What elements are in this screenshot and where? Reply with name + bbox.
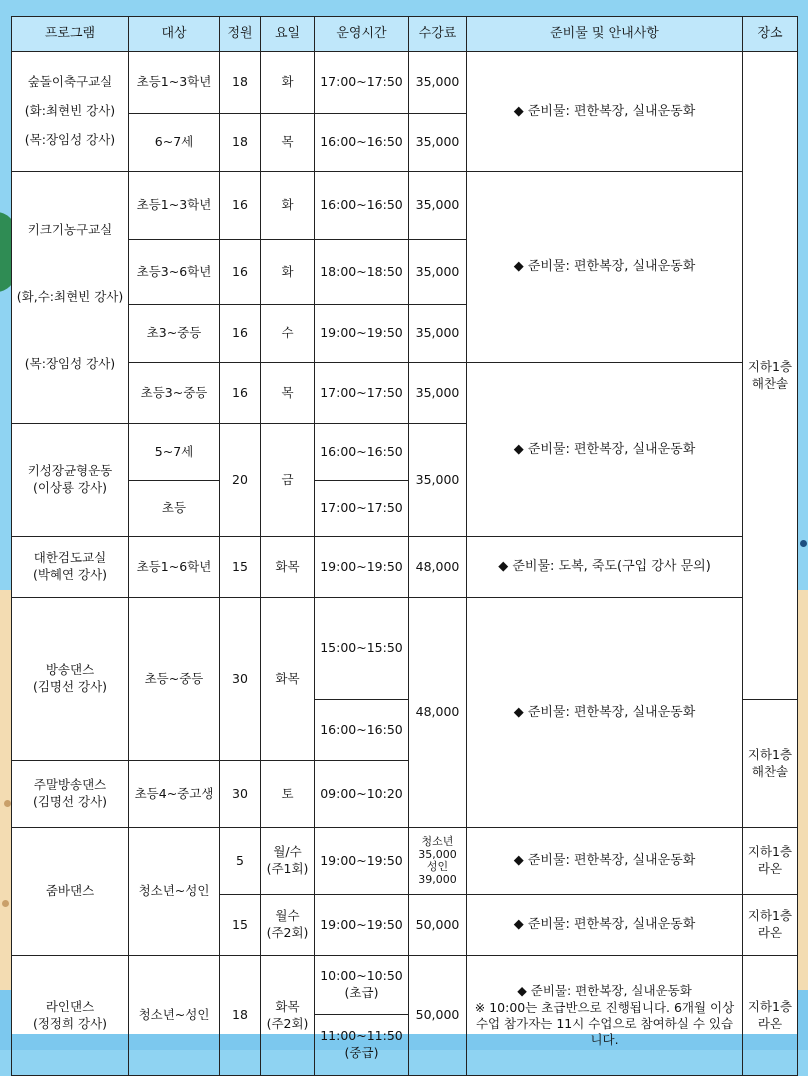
day-text: 월수 (275, 908, 300, 924)
header-program: 프로그램 (12, 17, 129, 52)
notes-cell: ◆ 준비물: 편한복장, 실내운동화 (467, 363, 743, 537)
program-name: 주말방송댄스 (33, 777, 107, 793)
header-day: 요일 (261, 17, 315, 52)
program-name: 방송댄스 (45, 662, 95, 678)
day-cell: 화 (261, 172, 315, 240)
fee-label: 청소년 (421, 834, 454, 848)
background-dot-decoration (800, 540, 807, 547)
program-cell (12, 761, 129, 828)
program-name: 라인댄스 (45, 998, 95, 1014)
target-cell: 5~7세 (129, 424, 220, 481)
background-dot-decoration (2, 900, 9, 907)
day-cell (261, 895, 315, 956)
notes-cell: ◆ 준비물: 편한복장, 실내운동화 (467, 52, 743, 172)
target-cell: 초등1~6학년 (129, 537, 220, 598)
target-cell: 청소년~성인 (129, 828, 220, 956)
notes-cell: ◆ 준비물: 편한복장, 실내운동화 (467, 828, 743, 895)
time-cell: 19:00~19:50 (315, 895, 409, 956)
notes-cell: ◆ 준비물: 도복, 죽도(구입 강사 문의) (467, 537, 743, 598)
capacity-cell: 15 (220, 537, 261, 598)
prep-text: ◆ 준비물: 편한복장, 실내운동화 (517, 983, 692, 999)
time-cell: 17:00~17:50 (315, 52, 409, 114)
fee-cell: 35,000 (409, 114, 467, 172)
notes-cell: ◆ 준비물: 편한복장, 실내운동화 (467, 895, 743, 956)
capacity-cell: 18 (220, 52, 261, 114)
day-cell: 수 (261, 305, 315, 363)
header-time: 운영시간 (315, 17, 409, 52)
program-cell (12, 424, 129, 537)
header-target: 대상 (129, 17, 220, 52)
header-notes: 준비물 및 안내사항 (467, 17, 743, 52)
capacity-cell: 5 (220, 828, 261, 895)
time-cell: 18:00~18:50 (315, 240, 409, 305)
time-cell: 17:00~17:50 (315, 481, 409, 537)
instructor-text: (정정희 강사) (32, 1015, 108, 1031)
place-text: 지하1층 라온 (747, 998, 793, 1031)
time-text: 11:00~11:50 (320, 1028, 403, 1044)
level-text: (중급) (344, 1045, 379, 1061)
capacity-cell: 18 (220, 114, 261, 172)
instructor-text: (김명선 강사) (32, 679, 108, 695)
time-cell: 19:00~19:50 (315, 305, 409, 363)
header-fee: 수강료 (409, 17, 467, 52)
program-name: 대한검도교실 (33, 550, 107, 566)
time-cell: 17:00~17:50 (315, 363, 409, 424)
target-cell: 초등3~중등 (129, 363, 220, 424)
capacity-cell: 16 (220, 305, 261, 363)
fee-cell: 50,000 (409, 895, 467, 956)
fee-cell: 35,000 (409, 240, 467, 305)
target-cell: 초3~중등 (129, 305, 220, 363)
capacity-cell: 16 (220, 240, 261, 305)
header-place: 장소 (743, 17, 798, 52)
time-cell: 09:00~10:20 (315, 761, 409, 828)
target-cell: 6~7세 (129, 114, 220, 172)
target-cell: 초등1~3학년 (129, 52, 220, 114)
place-cell (743, 828, 798, 895)
program-cell (12, 172, 129, 424)
fee-cell: 48,000 (409, 537, 467, 598)
target-cell: 초등4~중고생 (129, 761, 220, 828)
fee-cell: 35,000 (409, 52, 467, 114)
target-cell: 초등~중등 (129, 598, 220, 761)
day-cell: 목 (261, 363, 315, 424)
place-text: 지하1층 해찬솔 (747, 358, 793, 391)
fee-value: 35,000 (418, 847, 457, 861)
place-text: 지하1층 라온 (747, 908, 793, 941)
instructor-text: (목:장임성 강사) (24, 355, 116, 371)
capacity-cell: 30 (220, 598, 261, 761)
header-capacity: 정원 (220, 17, 261, 52)
time-cell: 16:00~16:50 (315, 172, 409, 240)
day-cell: 화 (261, 52, 315, 114)
table-row (12, 598, 798, 700)
fee-cell: 48,000 (409, 598, 467, 828)
day-cell: 목 (261, 114, 315, 172)
place-text: 지하1층 라온 (747, 844, 793, 877)
table-row (12, 537, 798, 598)
frequency-text: (주1회) (266, 861, 309, 877)
capacity-cell: 16 (220, 172, 261, 240)
time-cell: 16:00~16:50 (315, 424, 409, 481)
fee-value: 39,000 (418, 872, 457, 886)
target-cell: 초등 (129, 481, 220, 537)
program-cell: 줌바댄스 (12, 828, 129, 956)
class-note-text: ※ 10:00는 초급반으로 진행됩니다. 6개월 이상 수업 참가자는 11시 수업으로 참여하실 수 있습니다. (474, 999, 735, 1047)
table-row (12, 52, 798, 114)
target-cell: 초등3~6학년 (129, 240, 220, 305)
time-cell (315, 1015, 409, 1076)
time-cell: 19:00~19:50 (315, 537, 409, 598)
day-cell: 화 (261, 240, 315, 305)
place-text: 지하1층 해찬솔 (747, 746, 793, 779)
fee-cell: 35,000 (409, 424, 467, 537)
instructor-text: (화:최현빈 강사) (24, 103, 116, 119)
day-cell: 화목 (261, 598, 315, 761)
frequency-text: (주2회) (266, 1015, 309, 1031)
notes-cell: ◆ 준비물: 편한복장, 실내운동화 (467, 172, 743, 363)
time-cell: 19:00~19:50 (315, 828, 409, 895)
capacity-cell: 20 (220, 424, 261, 537)
program-name: 숲돌이축구교실 (27, 74, 113, 90)
target-cell: 청소년~성인 (129, 956, 220, 1076)
instructor-text: (박혜연 강사) (32, 567, 108, 582)
fee-cell: 35,000 (409, 363, 467, 424)
program-cell (12, 537, 129, 598)
level-text: (초급) (344, 985, 379, 1001)
header-row (12, 17, 798, 52)
day-cell: 금 (261, 424, 315, 537)
time-cell: 16:00~16:50 (315, 700, 409, 761)
day-cell (261, 828, 315, 895)
time-cell: 15:00~15:50 (315, 598, 409, 700)
day-cell: 화목 (261, 537, 315, 598)
target-cell: 초등1~3학년 (129, 172, 220, 240)
time-cell (315, 956, 409, 1015)
day-text: 월/수 (273, 844, 302, 860)
program-cell (12, 52, 129, 172)
fee-cell: 35,000 (409, 305, 467, 363)
capacity-cell: 30 (220, 761, 261, 828)
capacity-cell: 18 (220, 956, 261, 1076)
place-cell (743, 895, 798, 956)
time-cell: 16:00~16:50 (315, 114, 409, 172)
program-schedule-table (11, 16, 798, 1076)
table-row (12, 828, 798, 895)
place-cell (743, 956, 798, 1076)
day-cell: 토 (261, 761, 315, 828)
fee-label: 성인 (426, 860, 449, 874)
day-cell (261, 956, 315, 1076)
capacity-cell: 16 (220, 363, 261, 424)
fee-cell: 50,000 (409, 956, 467, 1076)
program-cell (12, 598, 129, 761)
table-row (12, 363, 798, 424)
instructor-text: (화,수:최현빈 강사) (16, 289, 124, 305)
notes-cell: ◆ 준비물: 편한복장, 실내운동화 (467, 598, 743, 828)
notes-cell (467, 956, 743, 1076)
fee-cell (409, 828, 467, 895)
table-row (12, 172, 798, 240)
background-dot-decoration (4, 800, 11, 807)
table-row (12, 956, 798, 1015)
frequency-text: (주2회) (266, 925, 309, 941)
instructor-text: (이상룡 강사) (32, 480, 108, 495)
place-cell (743, 52, 798, 700)
fee-cell: 35,000 (409, 172, 467, 240)
day-text: 화목 (275, 998, 300, 1014)
capacity-cell: 15 (220, 895, 261, 956)
instructor-text: (김명선 강사) (32, 794, 108, 810)
time-text: 10:00~10:50 (320, 968, 403, 984)
program-name: 키크기농구교실 (27, 222, 113, 238)
program-cell (12, 956, 129, 1076)
program-group (14, 222, 126, 306)
program-name: 키성장균형운동 (27, 463, 113, 479)
place-cell (743, 700, 798, 828)
instructor-text: (목:장임성 강사) (24, 131, 116, 147)
